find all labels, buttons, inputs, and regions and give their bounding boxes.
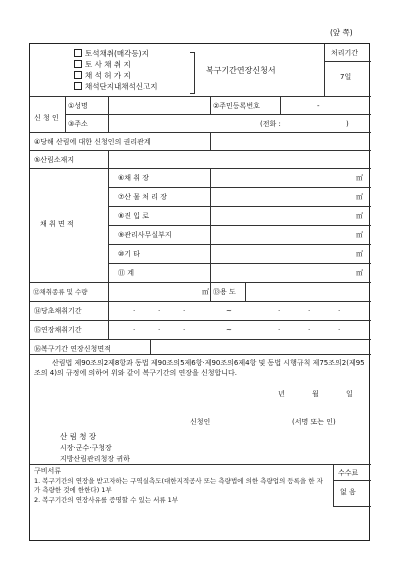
- bracket: [190, 52, 195, 94]
- address-label: ③주소: [68, 120, 88, 128]
- fee-value: 없 음: [340, 488, 356, 496]
- extension-period-label: ⑮연장채취기간: [34, 326, 82, 334]
- location-label: ⑤산림소재지: [34, 156, 75, 164]
- unit-label: ㎡: [356, 250, 363, 258]
- signer-label: 신청인: [190, 418, 211, 426]
- area-row-label: ⑧진 입 로: [118, 212, 150, 220]
- page-label: (앞 쪽): [330, 28, 353, 37]
- document-item-2: 2. 복구기간의 연장사유를 증명할 수 있는 서류 1부: [34, 496, 179, 504]
- processing-label: 처리기간: [331, 49, 359, 57]
- unit-label: ㎡: [356, 231, 363, 239]
- checkbox[interactable]: [74, 71, 82, 79]
- quantity-label: ⑫채취종류 및 수량: [33, 288, 88, 296]
- option-row-2[interactable]: 토 사 채 취 지: [74, 60, 131, 69]
- tilde: ~: [226, 326, 232, 334]
- option-row-4[interactable]: 채석단지내채석신고지: [74, 82, 157, 91]
- area-row-label: ⑩기 타: [118, 250, 141, 258]
- area-row-label: ⑦산 물 처 리 장: [118, 193, 167, 201]
- quantity-unit: ㎡: [202, 288, 209, 296]
- processing-value: 7일: [340, 73, 352, 81]
- application-form: 토석채취(매각등)지 토 사 채 취 지 채 석 허 가 지 채석단지내채석신고지 복구기간연장신청서 처리기간 7일 신 청 인 ①성명 ②주민등록번호 - ③주소 (전화 : ) ④당해 산림에 대한 신청인의 권리관계 ⑤산림소재지 채 취 면 적 ⑥채 취 장 ⑦산 물 처 리 장 ⑧진 입 로 ⑨관리사무실부지 ⑩기 타 ⑪ 계 ㎡ ㎡ ㎡ ㎡ ㎡ ㎡ ⑫채취종류 및 수량 ㎡ ⑬용 도 ⑭당초채취기간 . . . ~ . . . ⑮연장채취기간 . . . ~ . . . ⑯복구기간 연장신청면적 산림법 제90조의2제8항과 동법 제90조의5제6항·제90조의6제4항 및 동법 시행규칙 제75조의2(제95조의 4)의 규정에 의하여 위와 같이 복구기간의 연장을 신청합니다. 년 월 일 신청인 (서명 또는 인) 산 림 청 장 시장·군수·구청장 지방산림관리청장 귀하 구비서류 1. 복구기간의 연장을 받고자하는 구역실측도(대한지적공사 또는 측량법에 의한 측량업의 등록을 한 자가 측량한 것에 한한다) 1부 2. 복구기간의 연장사유를 증명할 수 있는 서류 1부 수수료 없 음: [29, 43, 370, 541]
- option-row-1[interactable]: 토석채취(매각등)지: [74, 49, 149, 58]
- form-title: 복구기간연장신청서: [206, 66, 276, 75]
- recipient-2: 시장·군수·구청장: [60, 444, 112, 452]
- original-period-label: ⑭당초채취기간: [34, 307, 82, 315]
- statement: 산림법 제90조의2제8항과 동법 제90조의5제6항·제90조의6제4항 및 동법 시행규칙 제75조의2(제95조의 4)의 규정에 의하여 위와 같이 복구기간의 연장을 신청합니다.: [34, 359, 365, 377]
- documents-title: 구비서류: [34, 467, 62, 475]
- checkbox[interactable]: [74, 82, 82, 90]
- phone-label: (전화 :: [260, 120, 281, 128]
- tilde: ~: [226, 307, 232, 315]
- unit-label: ㎡: [356, 269, 363, 277]
- rights-label: ④당해 산림에 대한 신청인의 권리관계: [34, 138, 151, 146]
- date-month: 월: [312, 390, 319, 398]
- recipient-3: 지방산림관리청장 귀하: [60, 455, 130, 463]
- date-year: 년: [278, 390, 285, 398]
- name-label: ①성명: [68, 102, 88, 110]
- document-item-1: 1. 복구기간의 연장을 받고자하는 구역실측도(대한지적공사 또는 측량법에 의한 측량업의 등록을 한 자가 측량한 것에 한한다) 1부: [34, 477, 323, 494]
- checkbox[interactable]: [74, 49, 82, 57]
- fee-label: 수수료: [338, 469, 359, 477]
- sign-hint: (서명 또는 인): [292, 418, 336, 426]
- rrn-dash: -: [317, 102, 320, 110]
- checkbox[interactable]: [74, 60, 82, 68]
- unit-label: ㎡: [356, 174, 363, 182]
- area-row-label: ⑪ 계: [118, 269, 134, 277]
- use-label: ⑬용 도: [213, 288, 236, 296]
- phone-close: ): [346, 120, 349, 128]
- unit-label: ㎡: [356, 212, 363, 220]
- area-row-label: ⑥채 취 장: [118, 174, 150, 182]
- area-row-label: ⑨관리사무실부지: [118, 231, 172, 239]
- rrn-label: ②주민등록번호: [213, 102, 260, 110]
- restore-label: ⑯복구기간 연장신청면적: [34, 345, 111, 353]
- unit-label: ㎡: [356, 193, 363, 201]
- date-day: 일: [346, 390, 353, 398]
- applicant-label: 신 청 인: [34, 114, 59, 122]
- option-row-3[interactable]: 채 석 허 가 지: [74, 71, 131, 80]
- recipient-1: 산 림 청 장: [60, 432, 97, 441]
- area-label: 채 취 면 적: [40, 220, 74, 228]
